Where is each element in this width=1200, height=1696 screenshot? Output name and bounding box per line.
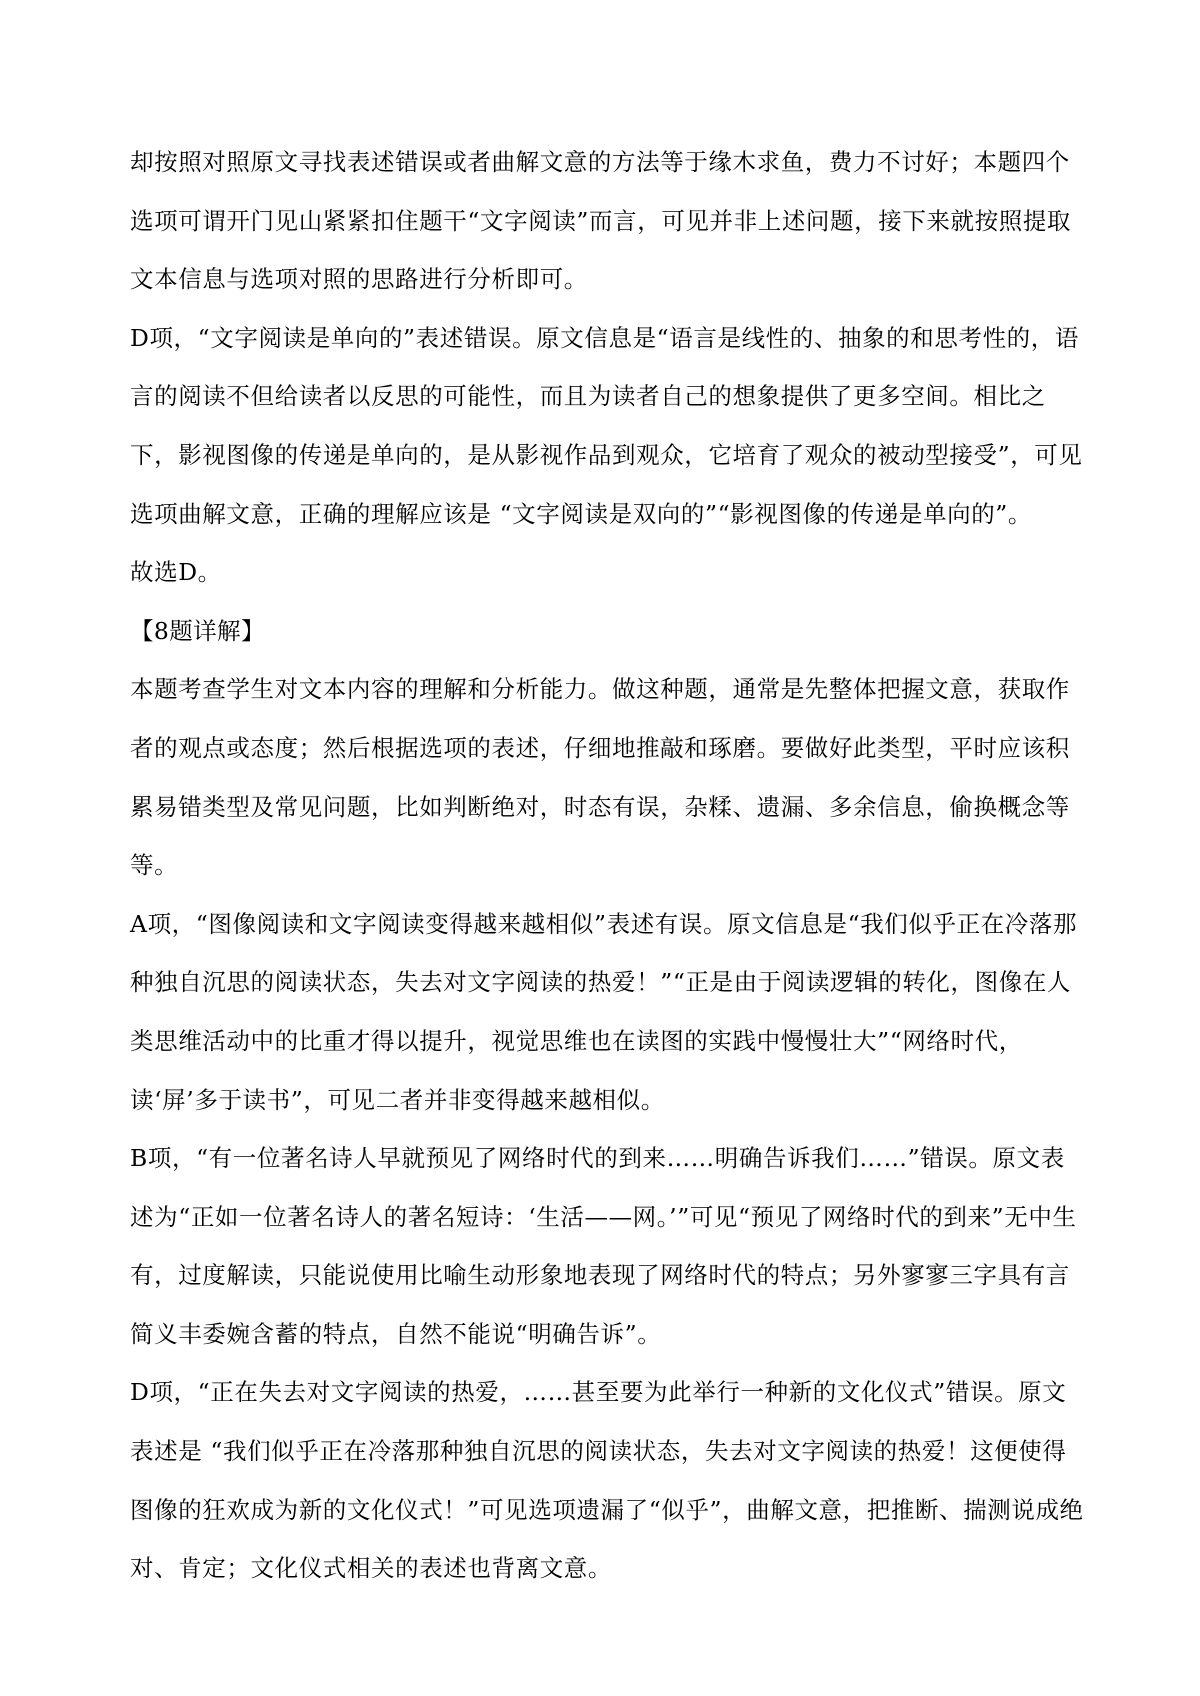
paragraph-option-d-q7: D项，“文字阅读是单向的”表述错误。原文信息是“语言是线性的、抽象的和思考性的，语言的阅读不但给读者以反思的可能性，而且为读者自己的想象提供了更多空间。相比之下，影视图像的传递是单向的，是从影视作品到观众，它培育了观众的被动型接受”，可见选项曲解文意，正确的理解应该是 “文字阅读是双向的”“影视图像的传递是单向的”。 bbox=[130, 323, 1083, 528]
paragraph-analysis-continued: 却按照对照原文寻找表述错误或者曲解文意的方法等于缘木求鱼，费力不讨好；本题四个选项可谓开门见山紧紧扣住题干“文字阅读”而言，可见并非上述问题，接下来就按照提取文本信息与选项对照的思路进行分析即可。 bbox=[130, 148, 1072, 294]
paragraph-option-d-q8: D项，“正在失去对文字阅读的热爱，……甚至要为此举行一种新的文化仪式”错误。原文表述是 “我们似乎正在冷落那种独自沉思的阅读状态，失去对文字阅读的热爱！这便使得图像的狂欢成为新的文化仪式！”可见选项遗漏了“似乎”，曲解文意，把推断、揣测说成绝对、肯定；文化仪式相关的表述也背离文意。 bbox=[130, 1378, 1084, 1583]
section-heading-q8: 【8题详解】 bbox=[130, 616, 265, 645]
paragraph-option-b: B项，“有一位著名诗人早就预见了网络时代的到来……明确告诉我们……”错误。原文表述为“正如一位著名诗人的著名短诗：‘生活——网。’”可见“预见了网络时代的到来”无中生有，过度解读，只能说使用比喻生动形象地表现了网络时代的特点；另外寥寥三字具有言简义丰委婉含蓄的特点，自然不能说“明确告诉”。 bbox=[130, 1144, 1077, 1348]
paragraph-q8-intro: 本题考查学生对文本内容的理解和分析能力。做这种题，通常是先整体把握文意，获取作者的观点或态度；然后根据选项的表述，仔细地推敲和琢磨。要做好此类型，平时应该积累易错类型及常见问题，比如判断绝对，时态有误，杂糅、遗漏、多余信息，偷换概念等等。 bbox=[130, 675, 1070, 880]
paragraph-option-a: A项，“图像阅读和文字阅读变得越来越相似”表述有误。原文信息是“我们似乎正在冷落那种独自沉思的阅读状态，失去对文字阅读的热爱！”“正是由于阅读逻辑的转化，图像在人类思维活动中的比重才得以提升，视觉思维也在读图的实践中慢慢壮大”“网络时代，读‘屏’多于读书”，可见二者并非变得越来越相似。 bbox=[130, 909, 1078, 1114]
paragraph-answer-d: 故选D。 bbox=[130, 558, 222, 587]
